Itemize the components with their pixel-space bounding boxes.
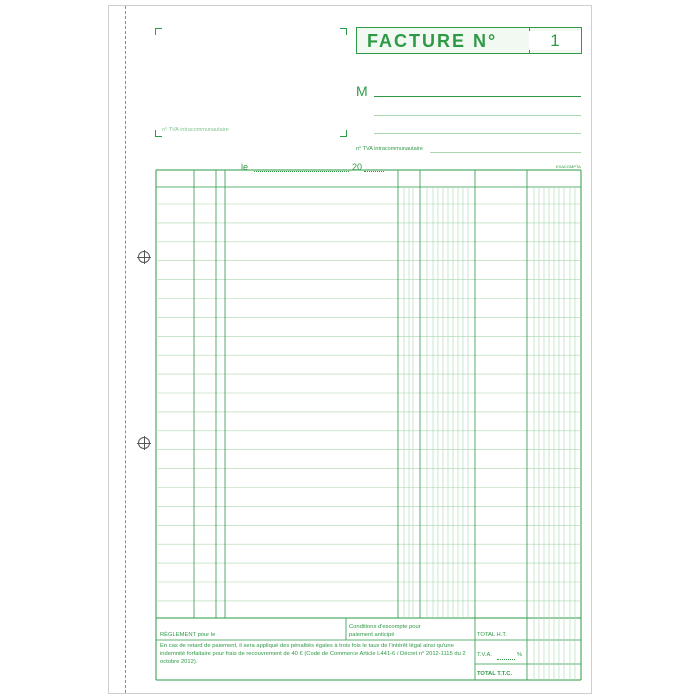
- invoice-title: FACTURE N°: [367, 31, 498, 51]
- invoice-number: 1: [529, 31, 581, 50]
- conditions-label: Conditions d'escompte pour paiement anticipé: [349, 624, 421, 638]
- tva-left-label: n° TVA intracommunautaire: [162, 127, 229, 133]
- recipient-label: M: [356, 83, 368, 99]
- date-label: le: [241, 162, 249, 172]
- total-ttc-label: TOTAL T.T.C.: [477, 671, 513, 677]
- penalty-text: En cas de retard de paiement, il sera appliqué des pénalités égales à trois fois le taux de l'intérêt légal ainsi qu'une indemnité forfaitaire pour frais de recouvrement de 40 € (Code de Commerce Article L441-6 / Décret n° 2012-1115 du 2 octobre 2012).: [160, 643, 466, 665]
- ref-code: EXACOMPTA: [556, 164, 581, 169]
- total-ht-label: TOTAL H.T.: [477, 632, 507, 638]
- tva-rate-dotted[interactable]: [497, 659, 515, 660]
- table-rules: [156, 170, 581, 680]
- tva-right-label: n° TVA intracommunautaire: [356, 146, 423, 152]
- year-prefix: 20: [352, 162, 363, 172]
- reglement-label: RÈGLEMENT pour le: [160, 632, 216, 638]
- tva-label: T.V.A.: [477, 652, 492, 658]
- tva-percent: %: [517, 652, 523, 658]
